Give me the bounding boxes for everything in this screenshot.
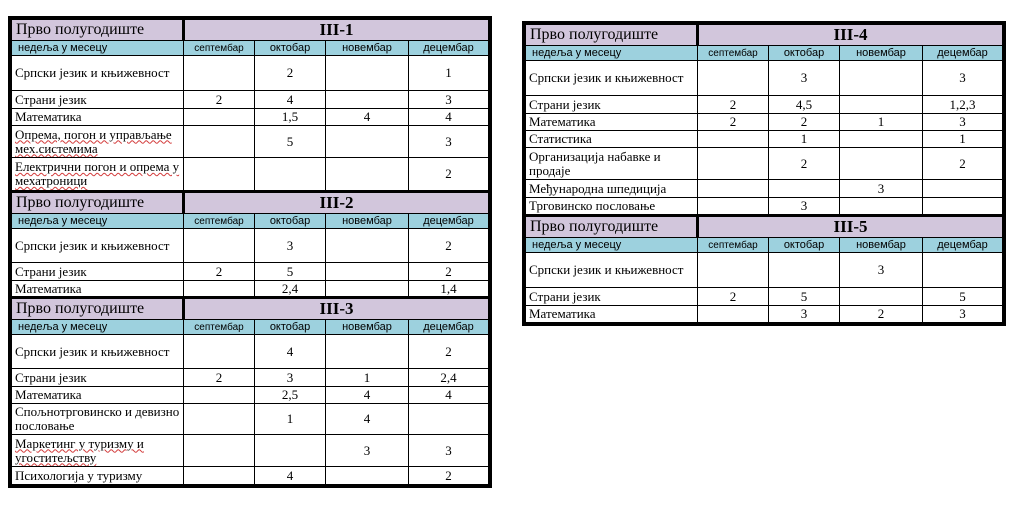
value-cell [326,335,409,369]
value-cell: 2 [409,263,489,281]
table-row [526,288,1003,306]
value-cell: 4 [409,109,489,126]
value-cell: 1,4 [409,281,489,298]
value-cell: 1,5 [255,109,326,126]
semester-label: Прво полугодиште [12,192,184,214]
value-cell [184,109,255,126]
weeks-label: недеља у месецу [12,41,184,56]
table-row [526,180,1003,198]
subject-cell: Трговинско пословање [526,198,698,216]
value-cell: 1 [769,131,840,148]
value-cell [326,281,409,298]
value-cell: 3 [409,435,489,467]
month-header: септембар [184,214,255,229]
value-cell [840,96,923,114]
value-cell [698,253,769,288]
semester-label: Прво полугодиште [526,25,698,46]
month-header: децембар [409,41,489,56]
value-cell [184,404,255,435]
value-cell [698,148,769,180]
value-cell: 5 [769,288,840,306]
month-header: септембар [698,46,769,61]
table-row [12,56,489,91]
value-cell: 5 [255,126,326,158]
subject-cell: Страни језик [12,369,184,387]
class-title-row [526,216,1003,238]
value-cell [923,180,1003,198]
class-name: III-2 [184,192,489,214]
value-cell [326,158,409,192]
value-cell: 3 [840,180,923,198]
value-cell: 1 [409,56,489,91]
value-cell: 4 [326,387,409,404]
subject-cell: Организација набавке и продаје [526,148,698,180]
value-cell [769,253,840,288]
value-cell: 2 [409,335,489,369]
value-cell [698,61,769,96]
table-row [12,387,489,404]
month-header: октобар [769,238,840,253]
table-row [12,404,489,435]
table-row [526,114,1003,131]
value-cell: 2 [698,288,769,306]
class-name: III-5 [698,216,1003,238]
subject-cell: Српски језик и књижевност [526,61,698,96]
month-header: новембар [840,238,923,253]
value-cell [326,263,409,281]
value-cell [184,229,255,263]
value-cell: 3 [923,114,1003,131]
table-row [526,96,1003,114]
value-cell: 2 [698,114,769,131]
month-header: новембар [326,320,409,335]
value-cell: 3 [409,91,489,109]
value-cell [923,253,1003,288]
value-cell: 4 [326,109,409,126]
value-cell: 4 [255,467,326,485]
table-row [12,91,489,109]
class-title-row [12,20,489,41]
subject-cell: Математика [12,281,184,298]
value-cell: 4,5 [769,96,840,114]
value-cell: 1,2,3 [923,96,1003,114]
subject-cell: Страни језик [526,96,698,114]
value-cell: 2 [698,96,769,114]
table-row [12,158,489,192]
value-cell: 1 [923,131,1003,148]
subject-cell: Статистика [526,131,698,148]
value-cell [255,158,326,192]
left-schedule-block [8,16,492,488]
class-title-row [12,192,489,214]
value-cell [184,158,255,192]
value-cell: 5 [255,263,326,281]
month-header: октобар [255,41,326,56]
value-cell [326,126,409,158]
value-cell [326,229,409,263]
month-header: децембар [923,46,1003,61]
subject-cell: Страни језик [12,263,184,281]
value-cell: 3 [255,369,326,387]
value-cell [184,281,255,298]
value-cell: 5 [923,288,1003,306]
value-cell [326,467,409,485]
value-cell: 3 [769,306,840,323]
subject-cell: Опрема, погон и управљање мех.системима [12,126,184,158]
value-cell: 2 [255,56,326,91]
value-cell [840,148,923,180]
value-cell [184,335,255,369]
semester-label: Прво полугодиште [12,20,184,41]
weeks-label: недеља у месецу [526,46,698,61]
value-cell: 2 [184,91,255,109]
value-cell: 4 [409,387,489,404]
month-header-row [12,41,489,56]
right-schedule-table [525,24,1003,323]
table-row [12,467,489,485]
value-cell: 3 [255,229,326,263]
value-cell [840,198,923,216]
value-cell: 3 [769,198,840,216]
month-header: септембар [184,320,255,335]
value-cell: 4 [255,91,326,109]
right-schedule-block [522,21,1006,326]
value-cell [184,387,255,404]
subject-cell: Математика [12,387,184,404]
month-header: новембар [840,46,923,61]
value-cell: 2 [840,306,923,323]
subject-cell: Спољнотрговинско и девизно пословање [12,404,184,435]
month-header: септембар [698,238,769,253]
value-cell [698,180,769,198]
table-row [526,306,1003,323]
table-row [526,131,1003,148]
month-header: новембар [326,214,409,229]
value-cell: 2 [409,467,489,485]
weeks-label: недеља у месецу [526,238,698,253]
value-cell: 2,5 [255,387,326,404]
subject-cell: Српски језик и књижевност [12,56,184,91]
value-cell: 3 [326,435,409,467]
month-header: октобар [769,46,840,61]
value-cell [923,198,1003,216]
subject-cell: Српски језик и књижевност [12,335,184,369]
value-cell [840,61,923,96]
value-cell: 3 [923,306,1003,323]
value-cell [409,404,489,435]
semester-label: Прво полугодиште [526,216,698,238]
table-row [12,126,489,158]
weeks-label: недеља у месецу [12,214,184,229]
table-row [526,253,1003,288]
value-cell: 3 [923,61,1003,96]
value-cell [698,306,769,323]
class-title-row [526,25,1003,46]
table-row [12,263,489,281]
value-cell: 2 [769,148,840,180]
class-name: III-4 [698,25,1003,46]
month-header-row [12,320,489,335]
value-cell [184,56,255,91]
value-cell: 3 [840,253,923,288]
value-cell: 1 [840,114,923,131]
month-header: децембар [409,320,489,335]
table-row [12,281,489,298]
value-cell [698,131,769,148]
left-schedule-table [11,19,489,485]
subject-cell: Математика [526,306,698,323]
value-cell [769,180,840,198]
table-row [12,369,489,387]
month-header-row [526,46,1003,61]
subject-cell: Српски језик и књижевност [12,229,184,263]
value-cell: 4 [255,335,326,369]
value-cell: 3 [769,61,840,96]
subject-cell: Страни језик [12,91,184,109]
class-name: III-1 [184,20,489,41]
value-cell: 4 [326,404,409,435]
month-header: новембар [326,41,409,56]
value-cell: 1 [255,404,326,435]
value-cell: 2 [409,229,489,263]
value-cell: 3 [409,126,489,158]
table-row [12,435,489,467]
value-cell [184,467,255,485]
value-cell: 1 [326,369,409,387]
value-cell [840,288,923,306]
table-row [526,148,1003,180]
value-cell: 2 [184,369,255,387]
subject-cell: Српски језик и књижевност [526,253,698,288]
value-cell [184,126,255,158]
value-cell [255,435,326,467]
subject-cell: Страни језик [526,288,698,306]
value-cell [698,198,769,216]
subject-cell: Математика [526,114,698,131]
value-cell: 2,4 [409,369,489,387]
weeks-label: недеља у месецу [12,320,184,335]
subject-cell: Међународна шпедиција [526,180,698,198]
subject-cell: Електрични погон и опрема у мехатроници [12,158,184,192]
table-row [12,335,489,369]
value-cell: 2 [184,263,255,281]
month-header: октобар [255,320,326,335]
table-row [12,229,489,263]
subject-cell: Математика [12,109,184,126]
subject-cell: Маркетинг у туризму и угоститељству [12,435,184,467]
table-row [12,109,489,126]
value-cell: 2 [409,158,489,192]
month-header-row [526,238,1003,253]
month-header: децембар [923,238,1003,253]
table-row [526,61,1003,96]
month-header: децембар [409,214,489,229]
month-header: септембар [184,41,255,56]
month-header-row [12,214,489,229]
value-cell: 2 [923,148,1003,180]
value-cell [840,131,923,148]
semester-label: Прво полугодиште [12,298,184,320]
month-header: октобар [255,214,326,229]
subject-cell: Психологија у туризму [12,467,184,485]
class-name: III-3 [184,298,489,320]
value-cell: 2 [769,114,840,131]
class-title-row [12,298,489,320]
table-row [526,198,1003,216]
value-cell [184,435,255,467]
value-cell [326,91,409,109]
value-cell [326,56,409,91]
value-cell: 2,4 [255,281,326,298]
